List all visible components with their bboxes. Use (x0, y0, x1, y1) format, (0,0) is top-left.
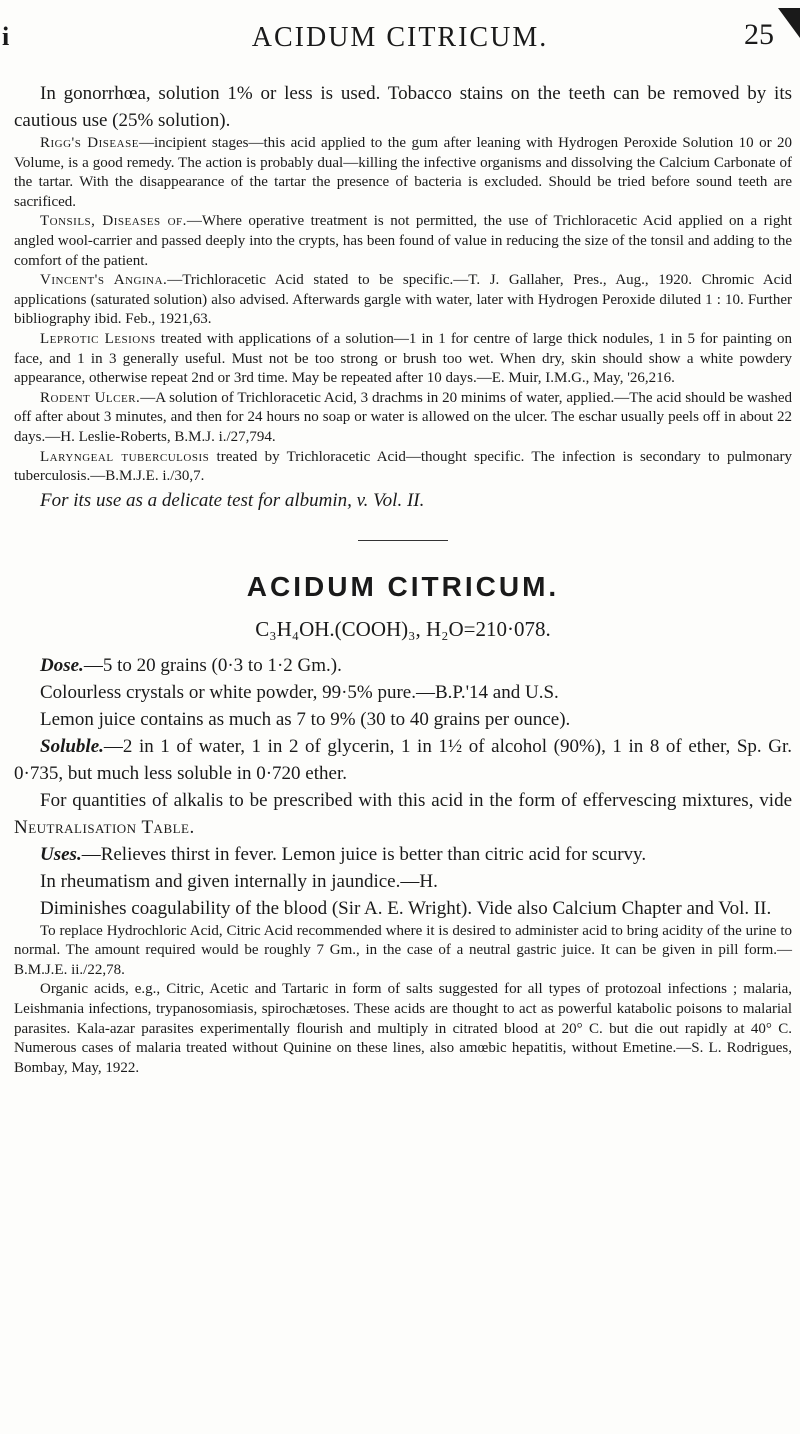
uses-paragraph (14, 841, 792, 868)
vincents-angina-text: —Trichloracetic Acid stated to be specific.—T. J. Gallaher, Pres., Aug., 1920. Chromic Acid applications (saturated solution) also advised. Afterwards gargle with water, later with Hydrogen Peroxide diluted 1 : 10. Further bibliography ibid. Feb., 1921,63. (14, 272, 792, 328)
hydrochloric-paragraph: To replace Hydrochloric Acid, Citric Acid recommended where it is desired to administer acid to bring acidity of the urine to normal. The amount required would be roughly 7 Gm., in the case of a neutral gastric juice. It can be given in pill form.—B.M.J.E. ii./22,78. (14, 922, 792, 978)
solubility-paragraph (14, 733, 792, 787)
running-header (0, 8, 800, 53)
corner-tick-icon (778, 8, 800, 38)
description-paragraph: Colourless crystals or white powder, 99·5% pure.—B.P.'14 and U.S. (40, 681, 559, 703)
laryngeal-tuberculosis-heading: Laryngeal tuberculosis (40, 448, 210, 465)
rodent-ulcer-heading: Rodent Ulcer. (40, 389, 141, 406)
dose-label: Dose. (40, 654, 84, 676)
uses-text: —Relieves thirst in fever. Lemon juice is better than citric acid for scurvy. (81, 843, 647, 865)
alkalis-text: For quantities of alkalis to be prescribed with this acid in the form of effervescing mixtures, vide (40, 789, 792, 811)
riggs-disease-text: —incipient stages—this acid applied to the gum after leaning with Hydrogen Peroxide Solution 10 or 20 Volume, is a good remedy. The action is probably dual—killing the infective organisms and dissolving the Calcium Carbonate of the tartar. With the disappearance of the tartar the presence of bacteria is excluded. Should be tried before sound teeth are sacrificed. (14, 135, 793, 210)
chemical-formula: C₃H₄OH.(COOH)₃, H₂O=210·078. (255, 616, 551, 641)
section-divider (358, 540, 448, 541)
dose-paragraph (14, 652, 792, 679)
coagulability-paragraph: Diminishes coagulability of the blood (Sir A. E. Wright). Vide also Calcium Chapter and Vol. II. (40, 897, 772, 919)
rodent-ulcer-text: —A solution of Trichloracetic Acid, 3 drachms in 20 minims of water, applied.—The acid should be washed off after about 3 minutes, and then for 24 hours no soap or water is allowed on the ulcer. The eschar usually peels off in about 22 days.—H. Leslie-Roberts, B.M.J. i./27,794. (14, 389, 792, 445)
organic-acids-paragraph: Organic acids, e.g., Citric, Acetic and Tartaric in form of salts suggested for all types of protozoal infections ; malaria, Leishmania infections, trypanosomiasis, spirochætoses. These acids are thought to act as powerful katabolic poisons to malarial parasites. Kala-azar parasites experimentally flourish and multiply in citrated blood at 20° C. but die out rapidly at 40° C. Numerous cases of malaria treated without Quinine on these lines, also amœbic hepatitis, without Emetine.—S. L. Rodrigues, Bombay, May, 1922. (14, 981, 792, 1076)
laryngeal-tuberculosis-paragraph (14, 448, 792, 487)
page-number: 25 (744, 18, 774, 51)
rodent-ulcer-paragraph (14, 389, 792, 448)
alkalis-paragraph (14, 787, 792, 841)
tonsils-paragraph (14, 212, 792, 271)
lemon-juice-paragraph: Lemon juice contains as much as 7 to 9% (30 to 40 grains per ounce). (40, 708, 571, 730)
gonorrhoea-paragraph: In gonorrhœa, solution 1% or less is used. Tobacco stains on the teeth can be removed by its cautious use (25% solution). (14, 83, 792, 131)
leprotic-lesions-paragraph (14, 330, 792, 389)
tonsils-heading: Tonsils, Diseases of. (40, 213, 187, 230)
uses-label: Uses. (40, 843, 82, 865)
riggs-disease-paragraph (14, 134, 792, 212)
tonsils-text: —Where operative treatment is not permitted, the use of Trichloracetic Acid applied on a right angled wool-carrier and passed deeply into the crypts, has been found of value in reducing the size of the tonsil and adding to the comfort of the patient. (14, 213, 792, 269)
margin-mark: i (2, 22, 10, 51)
running-title: ACIDUM CITRICUM. (251, 22, 549, 53)
dose-text: —5 to 20 grains (0·3 to 1·2 Gm.). (83, 654, 342, 676)
soluble-label: Soluble. (40, 735, 104, 757)
page-body (0, 80, 792, 1078)
albumin-note: For its use as a delicate test for albumin, v. Vol. II. (40, 489, 425, 511)
leprotic-lesions-text: treated with applications of a solution—1 in 1 for centre of large thick nodules, 1 in 5 for painting on face, and 1 in 3 generally useful. Must not be too strong or brush too wet. When dry, skin should show a white powdery appearance, otherwise repeat 2nd or 3rd time. May be repeated after 10 days.—E. Muir, I.M.G., May, '26,216. (14, 330, 792, 387)
monograph-title: ACIDUM CITRICUM. (246, 570, 560, 602)
neutralisation-table-ref: Neutralisation Table. (14, 816, 195, 838)
vincents-angina-heading: Vincent's Angina. (40, 272, 168, 289)
laryngeal-tuberculosis-text: treated by Trichloracetic Acid—thought specific. The infection is secondary to pulmonary tuberculosis.—B.M.J.E. i./30,7. (14, 448, 793, 485)
vincents-angina-paragraph (14, 271, 792, 330)
riggs-disease-heading: Rigg's Disease (40, 135, 139, 151)
rheumatism-paragraph: In rheumatism and given internally in jaundice.—H. (40, 870, 438, 892)
leprotic-lesions-heading: Leprotic Lesions (40, 330, 156, 347)
soluble-text: —2 in 1 of water, 1 in 2 of glycerin, 1 in 1½ of alcohol (90%), 1 in 8 of ether, Sp. Gr. 0·735, but much less soluble in 0·720 ether. (14, 735, 792, 784)
